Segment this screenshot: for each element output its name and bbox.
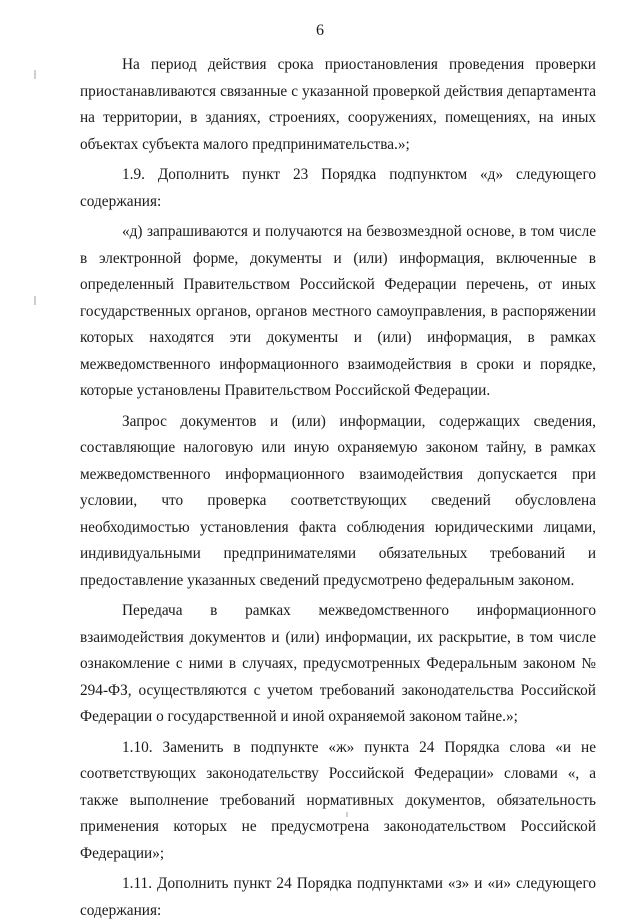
- scan-mark: [34, 70, 36, 79]
- document-body: [80, 52, 596, 924]
- paragraph-item-1-11: 1.11. Дополнить пункт 24 Порядка подпунктами «з» и «и» следующего содержания:: [80, 875, 596, 919]
- paragraph-transfer-documents: Передача в рамках межведомственного информационного взаимодействия документов и (или) информации, их раскрытие, в том числе ознакомление с ними в случаях, предусмотренных Федеральным законом № 294-ФЗ, осуществляются с учетом требований законодательства Российской Федерации о государственной и иной охраняемой законом тайне.»;: [80, 602, 596, 725]
- scan-mark: [34, 296, 36, 305]
- paragraph-subitem-d: «д) запрашиваются и получаются на безвозмездной основе, в том числе в электронной форме, документы и (или) информация, включенные в определенный Правительством Российской Федерации перечень, от иных государственных органов, органов местного самоуправления, в распоряжении которых находятся эти документы и (или) информация, в рамках межведомственного информационного взаимодействия в сроки и порядке, которые установлены Правительством Российской Федерации.: [80, 223, 596, 399]
- paragraph-request-documents: Запрос документов и (или) информации, содержащих сведения, составляющие налоговую или иную охраняемую законом тайну, в рамках межведомственного информационного взаимодействия допускается при условии, что проверка соответствующих сведений обусловлена необходимостью установления факта соблюдения юридическими лицами, индивидуальными предпринимателями обязательных требований и предоставление указанных сведений предусмотрено федеральным законом.: [80, 412, 596, 589]
- paragraph-item-1-10: 1.10. Заменить в подпункте «ж» пункта 24 Порядка слова «и не соответствующих законодательству Российской Федерации» словами «, а также выполнение требований нормативных документов, обязательность применения которых не предусмотрена законодательством Российской Федерации»;: [80, 738, 596, 862]
- paragraph-item-1-9: 1.9. Дополнить пункт 23 Порядка подпунктом «д» следующего содержания:: [80, 166, 596, 210]
- page-number: 6: [316, 22, 324, 39]
- paragraph-suspension-period: На период действия срока приостановления проведения проверки приостанавливаются связанные с указанной проверкой действия департамента на территории, в зданиях, строениях, сооружениях, помещениях, на иных объектах субъекта малого предпринимательства.»;: [80, 56, 596, 153]
